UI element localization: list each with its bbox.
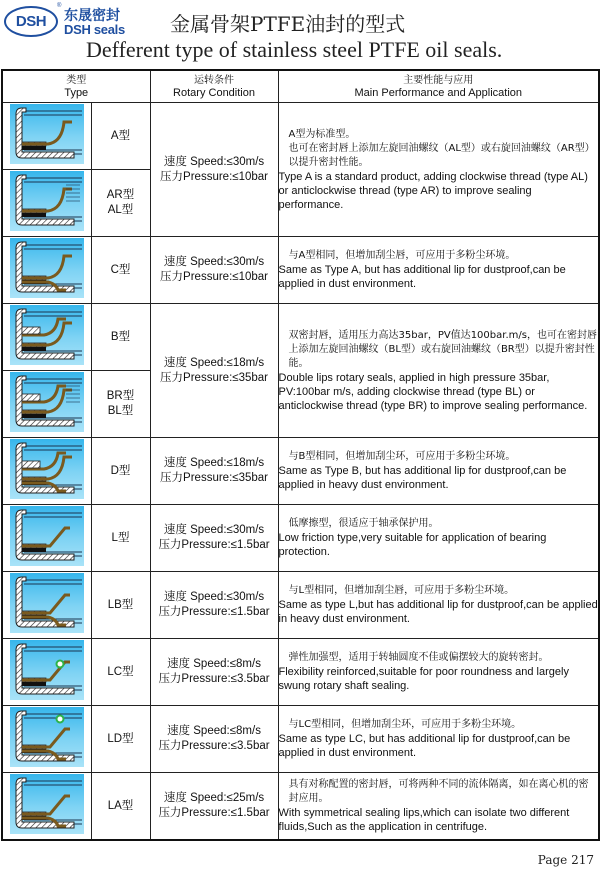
table-row — [2, 103, 599, 170]
seal-diagram-cell — [2, 304, 91, 371]
performance-description-en: Same as Type B, but has additional lip for dustproof,can be applied in heavy dust environment. — [278, 465, 567, 491]
seal-type-cell — [91, 304, 150, 371]
seal-type-cell — [91, 103, 150, 170]
seal-profile-la-icon — [10, 774, 84, 834]
pressure-limit: 压力Pressure:≤35bar — [160, 371, 268, 384]
performance-description-cn: 双密封唇，适用压力高达35bar，PV值达100bar.m/s，也可在密封唇上添加左旋回油螺纹（BL型）或右旋回油螺纹（BR型）以提升密封性能。 — [288, 329, 597, 369]
seal-diagram-cell — [2, 103, 91, 170]
column-header-cn: 主要性能与应用 — [403, 74, 474, 86]
speed-limit: 速度 Speed:≤18m/s — [163, 457, 265, 469]
seal-diagram-cell — [2, 773, 91, 841]
performance-cell — [278, 103, 599, 237]
seal-type-label: L型 — [111, 531, 130, 544]
seal-profile-b-icon — [10, 305, 84, 365]
seal-type-cell — [91, 773, 150, 841]
performance-description-en: Same as type L,but has additional lip for dustproof,can be applied in heavy dust environment. — [278, 599, 598, 625]
seal-type-cell — [91, 639, 150, 706]
performance-cell — [278, 706, 599, 773]
rotary-condition-cell — [150, 438, 278, 505]
speed-limit: 速度 Speed:≤8m/s — [167, 725, 261, 737]
performance-description-cn: 弹性加强型，适用于转轴圆度不佳或偏摆较大的旋转密封。 — [288, 652, 549, 663]
rotary-condition-cell — [150, 572, 278, 639]
speed-limit: 速度 Speed:≤30m/s — [163, 524, 265, 536]
rotary-condition-cell — [150, 639, 278, 706]
performance-cell — [278, 304, 599, 438]
pressure-limit: 压力Pressure:≤10bar — [160, 170, 268, 183]
page-title-english: Defferent type of stainless steel PTFE oil seals. — [86, 37, 503, 62]
column-header-en: Rotary Condition — [173, 86, 255, 99]
performance-description-cn: 低摩擦型，很适应于轴承保护用。 — [288, 518, 439, 529]
seal-profile-br-bl-icon — [10, 372, 84, 432]
seal-type-cell — [91, 438, 150, 505]
performance-description-en: Flexibility reinforced,suitable for poor roundness and largely swung rotary shaft sealing. — [278, 666, 569, 692]
pressure-limit: 压力Pressure:≤3.5bar — [158, 673, 270, 685]
speed-limit: 速度 Speed:≤30m/s — [163, 591, 265, 603]
seal-diagram-cell — [2, 572, 91, 639]
speed-limit: 速度 Speed:≤30m/s — [163, 256, 265, 268]
performance-description-en: With symmetrical sealing lips,which can isolate two different fluids,Such as the application in centrifuge. — [278, 807, 570, 833]
performance-description-en: Double lips rotary seals, applied in high pressure 35bar, PV:100bar m/s, adding clockwise thread (type BL) or anticlockwise thread (type BR) to improve sealing performance. — [278, 371, 588, 412]
pressure-limit: 压力Pressure:≤10bar — [160, 271, 268, 283]
column-header-performance — [278, 70, 599, 103]
speed-limit: 速度 Speed:≤8m/s — [167, 658, 261, 670]
table-header-row — [2, 70, 599, 103]
table-row — [2, 237, 599, 304]
pressure-limit: 压力Pressure:≤1.5bar — [158, 539, 270, 551]
performance-description-cn: 与B型相同，但增加刮尘环，可应用于多粉尘环境。 — [288, 451, 516, 462]
page-title-chinese: 金属骨架PTFE油封的型式 — [170, 12, 406, 36]
seal-type-label: LA型 — [107, 799, 134, 812]
page-number: Page 217 — [537, 853, 594, 867]
rotary-condition-cell — [150, 706, 278, 773]
pressure-limit: 压力Pressure:≤35bar — [160, 472, 268, 484]
speed-limit: 速度 Speed:≤25m/s — [163, 792, 265, 804]
rotary-condition-cell — [150, 304, 278, 438]
performance-description-cn: 与L型相同，但增加刮尘唇，可应用于多粉尘环境。 — [288, 585, 515, 596]
rotary-condition-cell — [150, 103, 278, 237]
rotary-condition-cell — [150, 505, 278, 572]
seal-type-cell — [91, 505, 150, 572]
performance-description-en: Same as Type A, but has additional lip for dustproof,can be applied in dust environment. — [278, 264, 566, 290]
performance-cell — [278, 438, 599, 505]
seal-diagram-cell — [2, 706, 91, 773]
seal-type-label: BR型 — [106, 390, 135, 402]
table-row — [2, 505, 599, 572]
performance-cell — [278, 639, 599, 706]
seal-diagram-cell — [2, 237, 91, 304]
table-row — [2, 773, 599, 841]
column-header-cn: 类型 — [66, 74, 87, 86]
seal-type-label: AR型 — [106, 189, 135, 201]
table-row — [2, 639, 599, 706]
seal-profile-l-icon — [10, 506, 84, 566]
seal-type-label: LB型 — [107, 598, 134, 611]
company-logo — [2, 3, 130, 39]
speed-limit: 速度 Speed:≤18m/s — [163, 356, 265, 369]
pressure-limit: 压力Pressure:≤1.5bar — [158, 606, 270, 618]
performance-description-cn: 与A型相同，但增加刮尘唇，可应用于多粉尘环境。 — [288, 250, 516, 261]
performance-description-cn: 也可在密封唇上添加左旋回油螺纹（AL型）或右旋回油螺纹（AR型）以提升密封性能。 — [288, 142, 595, 168]
seal-type-label: D型 — [110, 464, 131, 477]
seal-diagram-cell — [2, 639, 91, 706]
seal-type-cell — [91, 170, 150, 237]
pressure-limit: 压力Pressure:≤3.5bar — [158, 740, 270, 752]
seal-types-table — [1, 69, 600, 841]
rotary-condition-cell — [150, 237, 278, 304]
performance-description-en: Same as type LC, but has additional lip for dustproof,can be applied in dust environment. — [278, 733, 571, 759]
column-header-cn: 运转条件 — [194, 74, 235, 86]
table-row — [2, 304, 599, 371]
seal-diagram-cell — [2, 170, 91, 237]
seal-type-label: BL型 — [107, 405, 134, 417]
column-header-en: Type — [64, 86, 89, 99]
performance-description-cn: 具有对称配置的密封唇，可将两种不同的流体隔离，如在离心机的密封应用。 — [288, 779, 589, 804]
performance-cell — [278, 237, 599, 304]
performance-cell — [278, 505, 599, 572]
column-header-en: Main Performance and Application — [354, 86, 523, 99]
seal-type-cell — [91, 371, 150, 438]
performance-cell — [278, 773, 599, 841]
seal-profile-d-icon — [10, 439, 84, 499]
logo-mark: DSH — [4, 6, 58, 37]
logo-english-name: DSH seals — [64, 22, 125, 37]
seal-type-label: AL型 — [107, 204, 134, 216]
seal-diagram-cell — [2, 371, 91, 438]
seal-type-label: LD型 — [107, 732, 134, 745]
seal-type-cell — [91, 572, 150, 639]
seal-type-cell — [91, 706, 150, 773]
logo-chinese-name: 东晟密封 — [64, 8, 120, 24]
seal-diagram-cell — [2, 438, 91, 505]
performance-description-en: Low friction type,very suitable for application of bearing protection. — [278, 532, 547, 558]
seal-profile-a-icon — [10, 104, 84, 164]
seal-profile-ld-icon — [10, 707, 84, 767]
seal-diagram-cell — [2, 505, 91, 572]
column-header-rotary-condition — [150, 70, 278, 103]
seal-profile-ar-al-icon — [10, 171, 84, 231]
seal-profile-lb-icon — [10, 573, 84, 633]
table-row — [2, 438, 599, 505]
performance-description-cn: 与LC型相同，但增加刮尘环，可应用于多粉尘环境。 — [288, 719, 522, 730]
seal-type-label: A型 — [110, 129, 131, 142]
table-row — [2, 706, 599, 773]
seal-type-label: B型 — [110, 330, 131, 343]
seal-type-label: C型 — [110, 263, 131, 276]
rotary-condition-cell — [150, 773, 278, 841]
seal-type-cell — [91, 237, 150, 304]
seal-profile-lc-icon — [10, 640, 84, 700]
column-header-type — [2, 70, 150, 103]
registered-mark: ® — [57, 3, 62, 9]
performance-description-cn: A型为标准型。 — [288, 128, 356, 140]
seal-profile-c-icon — [10, 238, 84, 298]
table-row — [2, 572, 599, 639]
performance-cell — [278, 572, 599, 639]
performance-description-en: Type A is a standard product, adding clockwise thread (type AL) or anticlockwise thread (type AR) to improve sealing performance. — [278, 170, 588, 211]
seal-type-label: LC型 — [107, 665, 134, 678]
pressure-limit: 压力Pressure:≤1.5bar — [158, 807, 270, 819]
speed-limit: 速度 Speed:≤30m/s — [163, 155, 265, 168]
